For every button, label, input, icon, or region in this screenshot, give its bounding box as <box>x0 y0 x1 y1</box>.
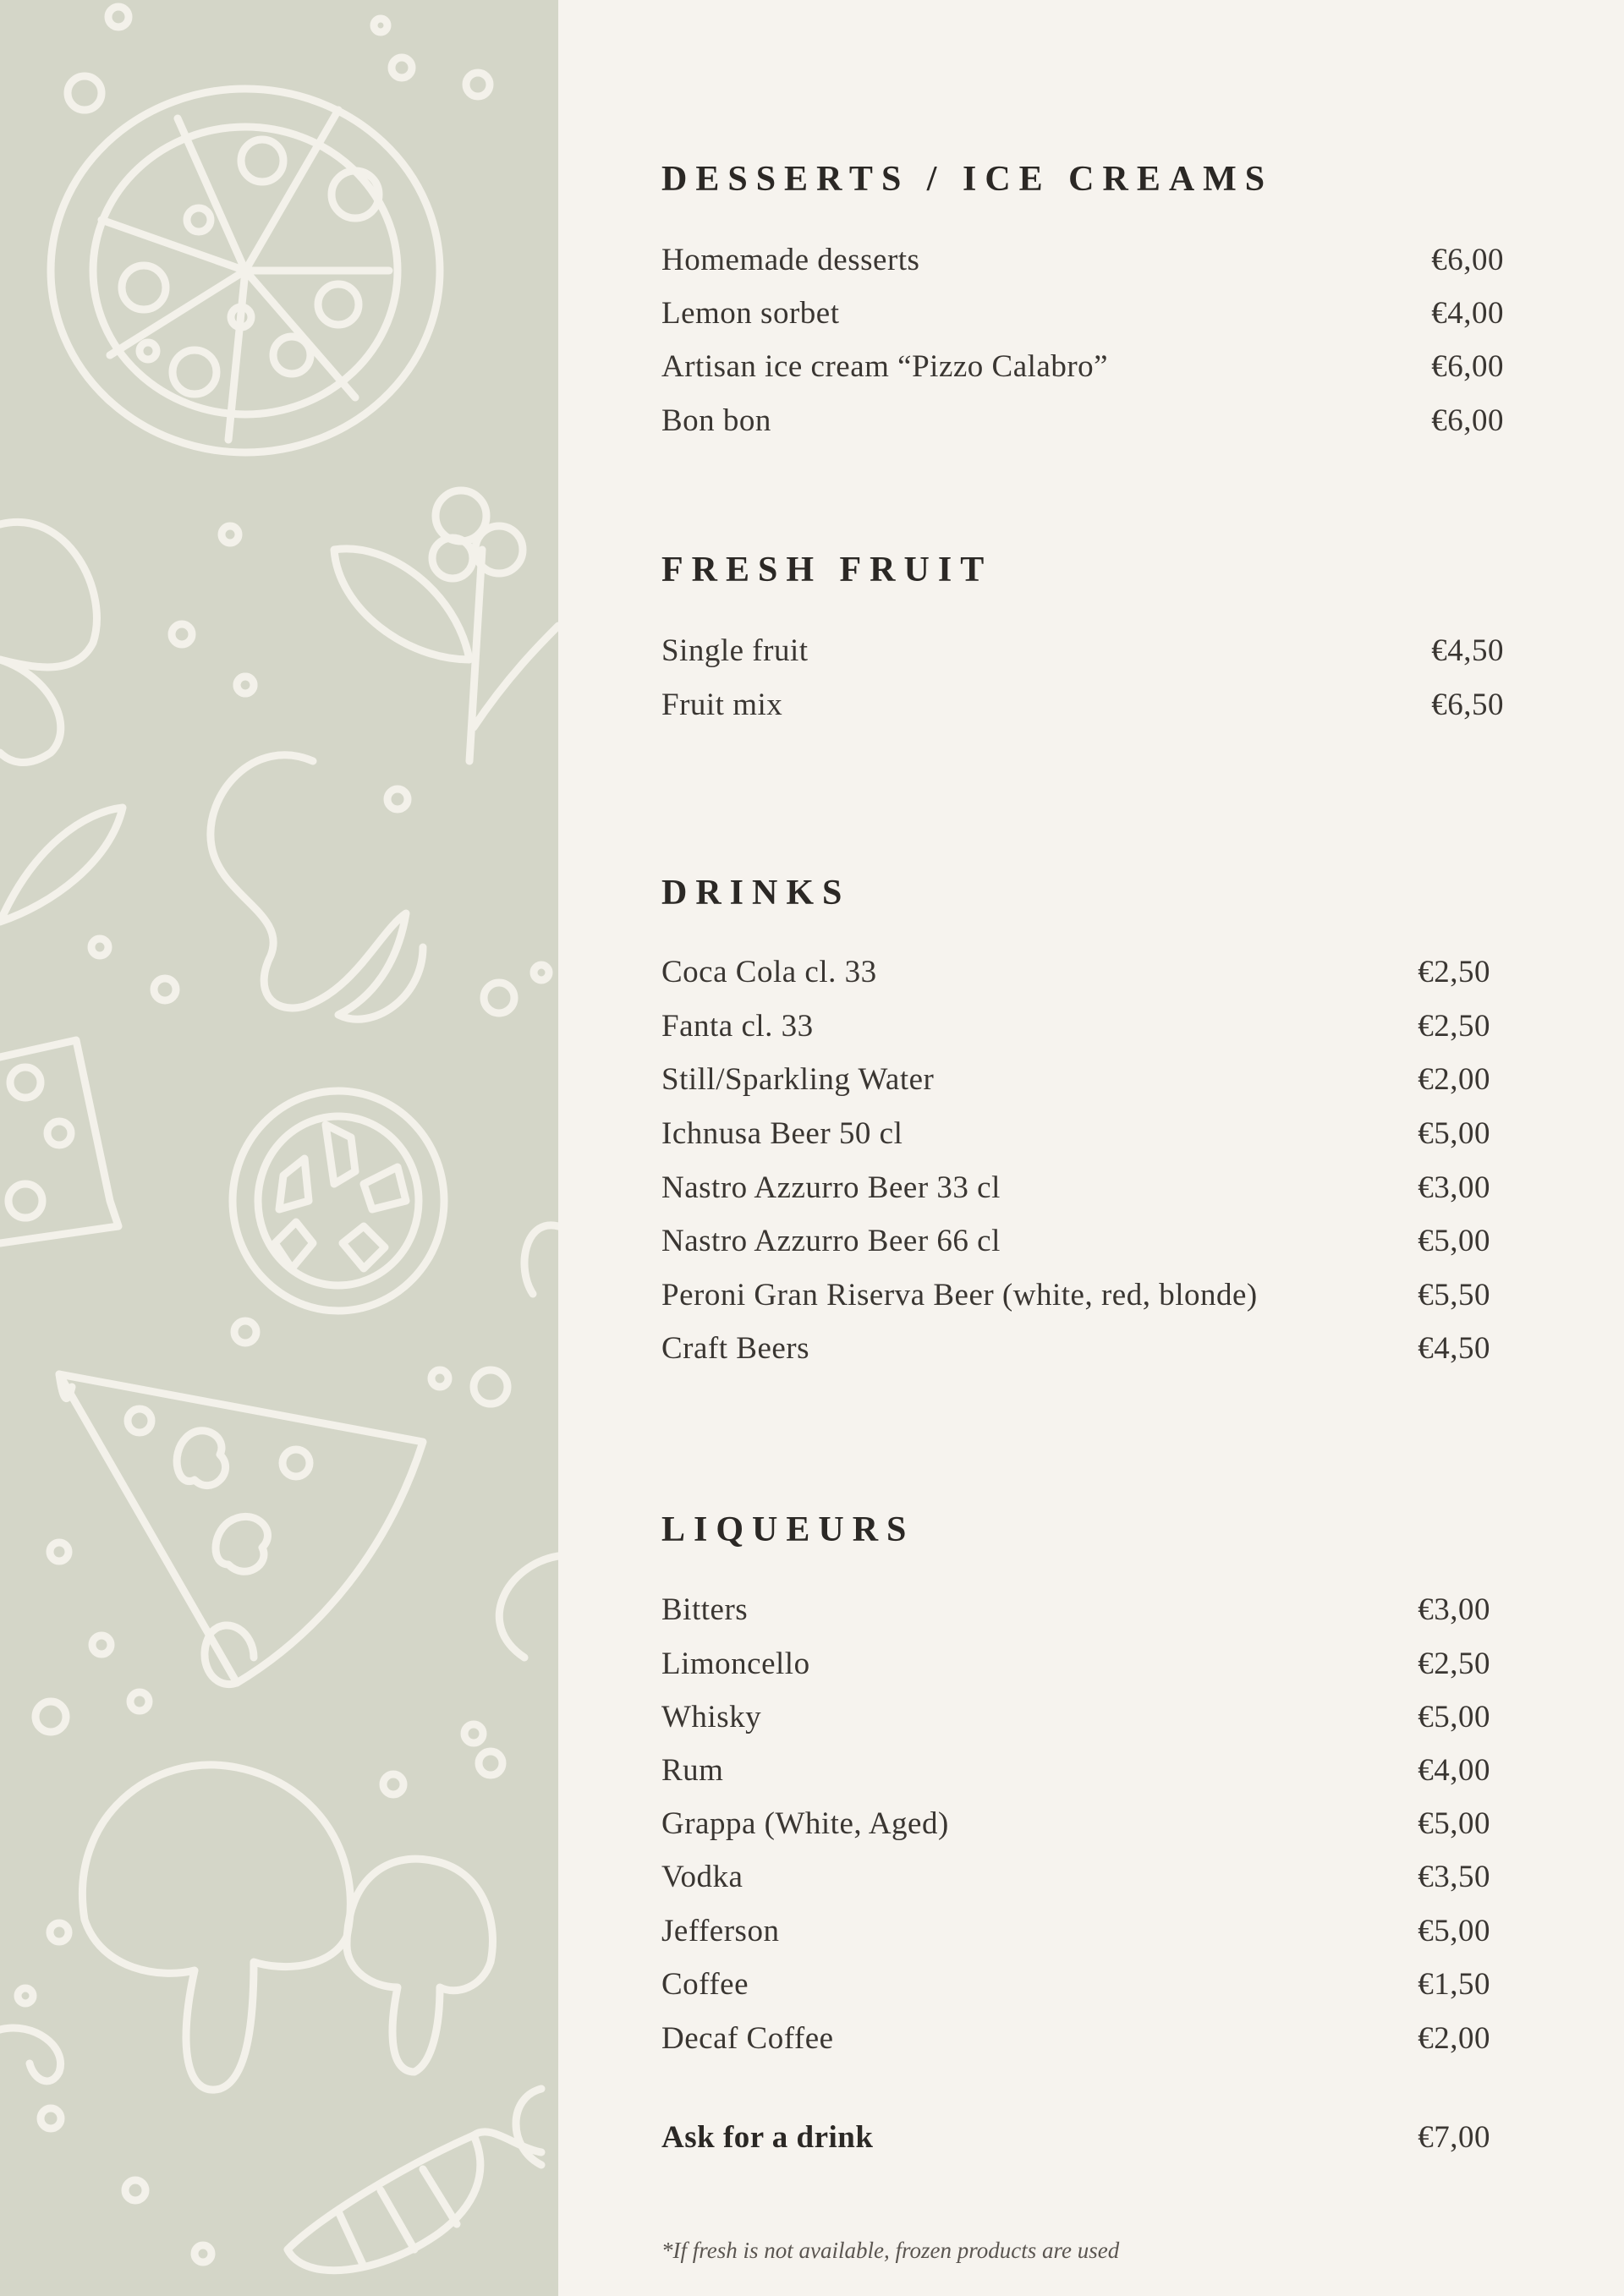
menu-item <box>661 346 1504 388</box>
menu-item <box>661 684 1504 726</box>
item-name: Jefferson <box>661 1914 780 1948</box>
item-price: €6,00 <box>1431 243 1504 277</box>
item-price: €3,00 <box>1418 1170 1490 1205</box>
item-price: €7,00 <box>1418 2120 1490 2155</box>
item-price: €2,50 <box>1418 955 1490 989</box>
food-doodle-pattern <box>0 0 558 2296</box>
menu-item <box>661 1696 1490 1739</box>
menu-item <box>661 1643 1490 1685</box>
item-name: Nastro Azzurro Beer 66 cl <box>661 1224 1001 1258</box>
olive-branch-icon <box>334 490 558 761</box>
tomato-slice-icon <box>233 1091 444 1311</box>
item-name: Bon bon <box>661 403 771 438</box>
section-title-desserts: DESSERTS / ICE CREAMS <box>661 160 1274 199</box>
item-price: €6,50 <box>1431 688 1504 722</box>
pizza-icon <box>51 89 440 452</box>
menu-item <box>661 1220 1490 1263</box>
section-title-fresh-fruit: FRESH FRUIT <box>661 551 993 589</box>
item-name: Vodka <box>661 1860 743 1894</box>
item-price: €3,00 <box>1418 1592 1490 1627</box>
menu-item <box>661 1328 1490 1370</box>
item-price: €4,00 <box>1418 1753 1490 1788</box>
menu-content <box>661 0 1507 2296</box>
item-name: Fanta cl. 33 <box>661 1009 814 1044</box>
item-price: €2,50 <box>1418 1009 1490 1044</box>
item-price: €5,00 <box>1418 1806 1490 1841</box>
item-name: Limoncello <box>661 1647 810 1681</box>
item-price: €2,00 <box>1418 1062 1490 1097</box>
item-name: Fruit mix <box>661 688 783 722</box>
item-name: Lemon sorbet <box>661 296 840 331</box>
menu-item <box>661 1750 1490 1792</box>
mushroom-icon <box>82 1765 492 2090</box>
item-name: Grappa (White, Aged) <box>661 1806 949 1841</box>
item-name: Coca Cola cl. 33 <box>661 955 877 989</box>
item-name: Whisky <box>661 1700 762 1734</box>
decorative-side-panel <box>0 0 558 2296</box>
item-price: €2,00 <box>1418 2021 1490 2056</box>
footnote: *If fresh is not available, frozen products are used <box>661 2238 1120 2263</box>
menu-item <box>661 1964 1490 2006</box>
section-title-liqueurs: LIQUEURS <box>661 1510 915 1549</box>
item-price: €2,50 <box>1418 1647 1490 1681</box>
item-name: Peroni Gran Riserva Beer (white, red, blonde) <box>661 1278 1258 1312</box>
item-name: Rum <box>661 1753 724 1788</box>
item-price: €5,00 <box>1418 1116 1490 1151</box>
item-price: €6,00 <box>1431 403 1504 438</box>
menu-item <box>661 1167 1490 1209</box>
item-price: €6,00 <box>1431 349 1504 384</box>
menu-item <box>661 951 1490 994</box>
item-name: Coffee <box>661 1967 749 2002</box>
pizza-slice-icon <box>59 1374 423 1685</box>
menu-item <box>661 1910 1490 1953</box>
item-name: Bitters <box>661 1592 749 1627</box>
menu-item <box>661 1006 1490 1048</box>
cheese-icon <box>0 1040 118 1243</box>
item-price: €5,50 <box>1418 1278 1490 1312</box>
menu-item <box>661 1803 1490 1845</box>
item-name: Nastro Azzurro Beer 33 cl <box>661 1170 1001 1205</box>
item-name: Artisan ice cream “Pizzo Calabro” <box>661 349 1109 384</box>
item-name: Still/Sparkling Water <box>661 1062 935 1097</box>
item-price: €1,50 <box>1418 1967 1490 2002</box>
menu-item <box>661 1856 1490 1899</box>
item-price: €5,00 <box>1418 1224 1490 1258</box>
item-price: €5,00 <box>1418 1914 1490 1948</box>
menu-item <box>661 630 1504 672</box>
menu-item <box>661 293 1504 335</box>
special-drink-item <box>661 2117 1490 2159</box>
menu-item <box>661 2018 1490 2060</box>
item-price: €4,00 <box>1431 296 1504 331</box>
item-price: €3,50 <box>1418 1860 1490 1894</box>
item-price: €4,50 <box>1418 1331 1490 1366</box>
item-name: Craft Beers <box>661 1331 810 1366</box>
section-title-drinks: DRINKS <box>661 874 851 912</box>
menu-item <box>661 1589 1490 1631</box>
menu-item <box>661 400 1504 442</box>
item-price: €4,50 <box>1431 633 1504 668</box>
item-name: Single fruit <box>661 633 809 668</box>
basil-leaf-icon <box>0 808 123 922</box>
menu-item <box>661 1113 1490 1155</box>
menu-item <box>661 1059 1490 1101</box>
menu-item <box>661 1274 1490 1317</box>
item-name: Homemade desserts <box>661 243 920 277</box>
item-name: Ichnusa Beer 50 cl <box>661 1116 903 1151</box>
menu-item <box>661 239 1504 282</box>
pepper-icon <box>288 2132 541 2271</box>
item-name: Decaf Coffee <box>661 2021 834 2056</box>
item-name: Ask for a drink <box>661 2120 874 2155</box>
item-price: €5,00 <box>1418 1700 1490 1734</box>
